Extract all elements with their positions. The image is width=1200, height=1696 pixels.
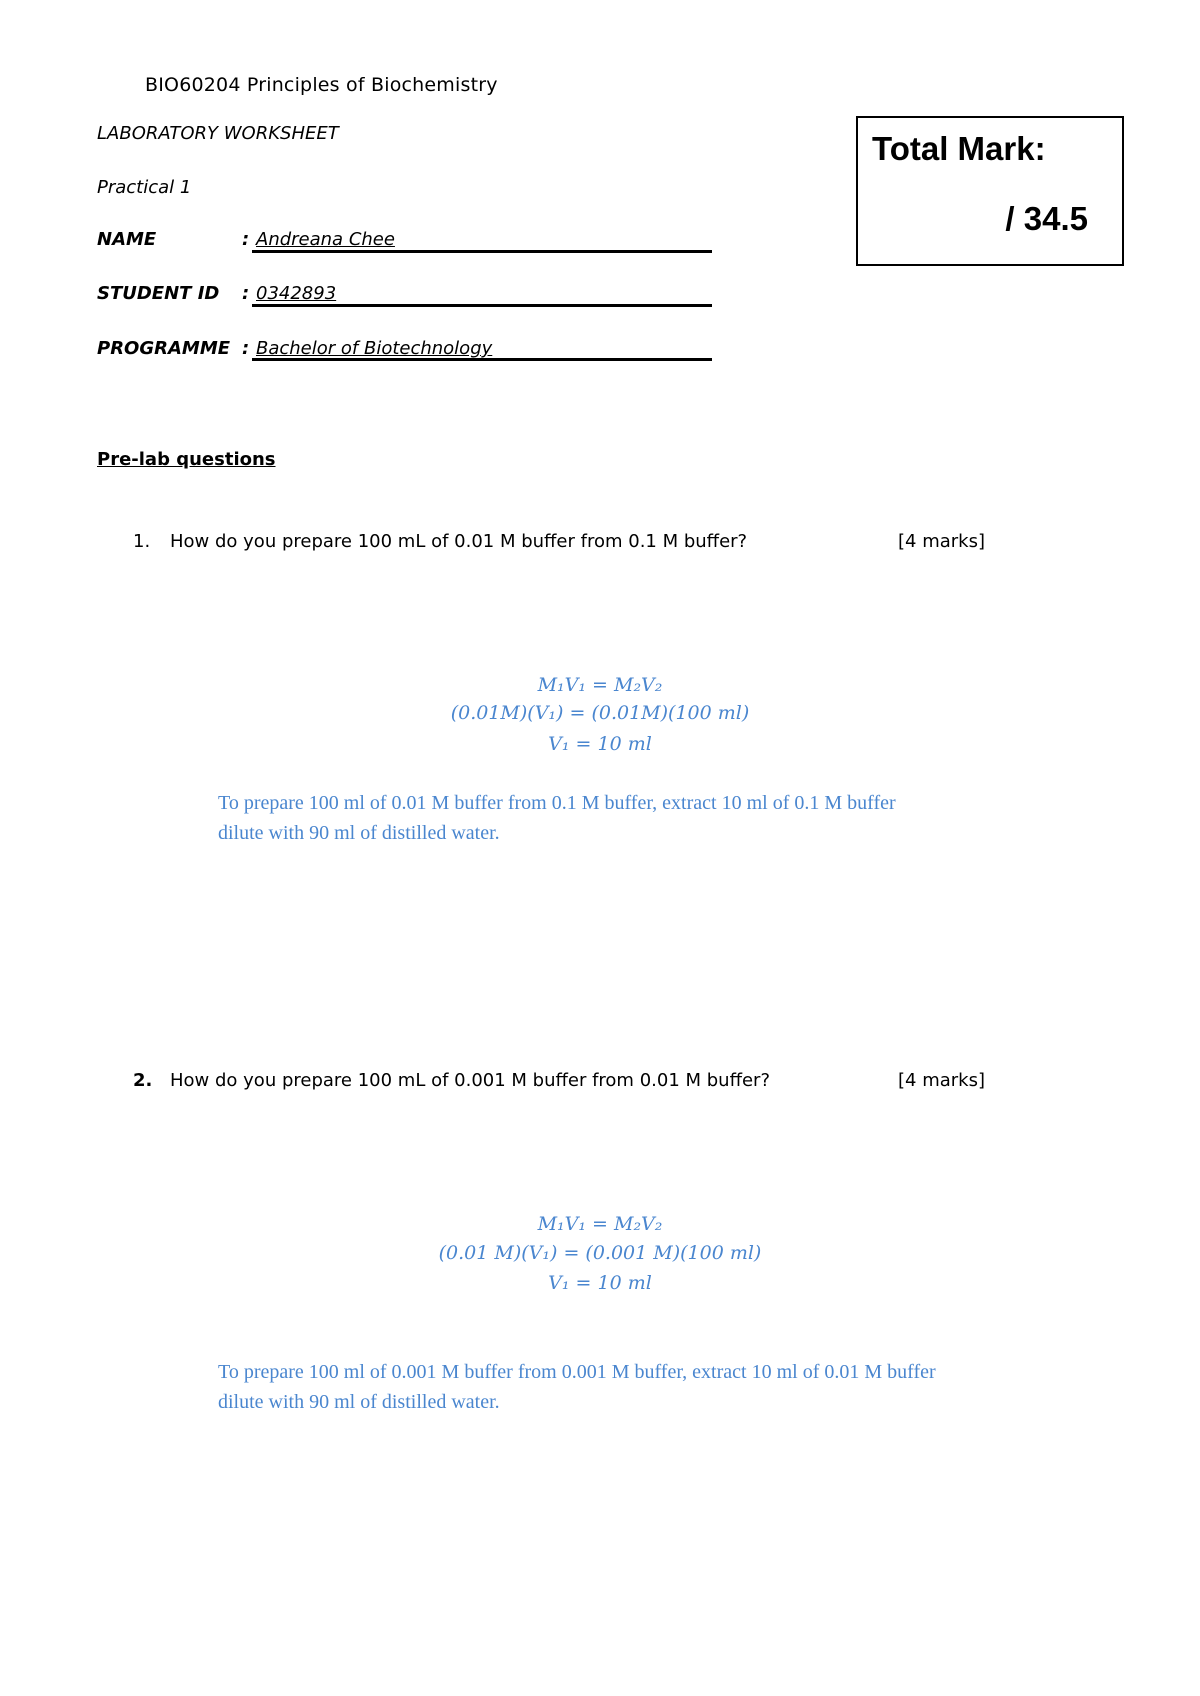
- student-id-value: 0342893: [256, 283, 337, 304]
- question-1-number: 1.: [133, 531, 151, 552]
- student-id-underline: [252, 304, 712, 307]
- question-2-marks: [4 marks]: [898, 1070, 985, 1091]
- question-1-marks: [4 marks]: [898, 531, 985, 552]
- name-colon: :: [242, 229, 250, 250]
- programme-colon: :: [242, 338, 250, 359]
- question-1-equation-3: V₁ = 10 ml: [548, 733, 652, 755]
- course-title: BIO60204 Principles of Biochemistry: [145, 74, 498, 96]
- question-2-number: 2.: [133, 1070, 153, 1091]
- practical-number: Practical 1: [97, 177, 192, 198]
- question-2-answer-line-1: To prepare 100 ml of 0.001 M buffer from 0.001 M buffer, extract 10 ml of 0.01 M buffer: [218, 1361, 936, 1383]
- programme-underline: [252, 358, 712, 361]
- question-1-answer-line-1: To prepare 100 ml of 0.01 M buffer from 0.1 M buffer, extract 10 ml of 0.1 M buffer: [218, 792, 896, 814]
- student-id-colon: :: [242, 283, 250, 304]
- question-1-equation-1: M₁V₁ = M₂V₂: [537, 674, 663, 696]
- section-title: Pre-lab questions: [97, 449, 276, 470]
- total-mark-value: / 34.5: [1005, 200, 1088, 237]
- student-id-label: STUDENT ID: [97, 283, 220, 304]
- programme-label: PROGRAMME: [97, 338, 231, 359]
- question-2-equation-1: M₁V₁ = M₂V₂: [537, 1213, 663, 1235]
- question-2-answer-line-2: dilute with 90 ml of distilled water.: [218, 1391, 500, 1413]
- question-1-text: How do you prepare 100 mL of 0.01 M buffer from 0.1 M buffer?: [170, 531, 748, 552]
- question-1-answer-line-2: dilute with 90 ml of distilled water.: [218, 822, 500, 844]
- question-2-equation-2: (0.01 M)(V₁) = (0.001 M)(100 ml): [438, 1242, 762, 1264]
- name-value: Andreana Chee: [256, 229, 395, 250]
- name-label: NAME: [97, 229, 157, 250]
- total-mark-label: Total Mark:: [872, 130, 1046, 167]
- programme-value: Bachelor of Biotechnology: [256, 338, 493, 359]
- worksheet-title: LABORATORY WORKSHEET: [97, 123, 339, 144]
- name-underline: [252, 250, 712, 253]
- total-mark-box: [856, 116, 1124, 266]
- question-2-text: How do you prepare 100 mL of 0.001 M buffer from 0.01 M buffer?: [170, 1070, 771, 1091]
- question-1-equation-2: (0.01M)(V₁) = (0.01M)(100 ml): [450, 702, 750, 724]
- question-2-equation-3: V₁ = 10 ml: [548, 1272, 652, 1294]
